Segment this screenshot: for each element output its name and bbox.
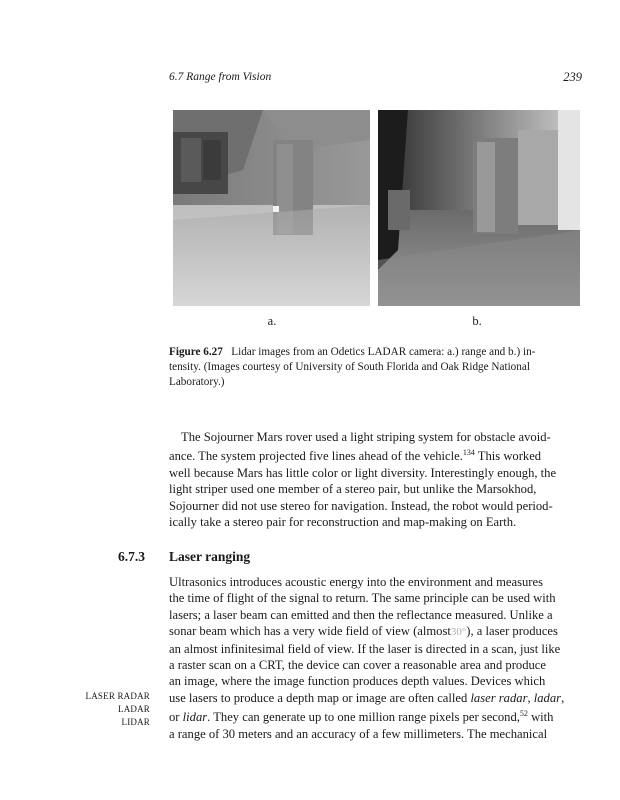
- figure-caption-text-1: Lidar images from an Odetics LADAR camera: a.) range and b.) in-: [231, 346, 536, 358]
- paragraph-line: light striper used one member of a stereo pair, but unlike the Marsokhod,: [169, 482, 537, 497]
- paragraph-line: Ultrasonics introduces acoustic energy into the environment and measures: [169, 575, 543, 589]
- paragraph-line: well because Mars has little color or light diversity. Interestingly enough, the: [169, 466, 557, 480]
- paragraph-laser-ranging: [169, 574, 582, 742]
- margin-note-lidar: LIDAR: [121, 717, 150, 727]
- running-header-section: 6.7 Range from Vision: [169, 71, 272, 83]
- paragraph-line: use lasers to produce a depth map or image are often called laser radar, ladar,: [169, 690, 565, 705]
- figure-label-b: b.: [472, 314, 482, 328]
- paragraph-line: lasers; a laser beam can emitted and then the reflectance measured. Unlike a: [169, 607, 553, 622]
- citation-ref: 134: [462, 448, 475, 458]
- term-laser-radar: laser radar: [470, 690, 528, 705]
- paragraph-line: ically take a stereo pair for reconstruction and map-making on Earth.: [169, 515, 517, 530]
- page-number: 239: [563, 70, 582, 84]
- paragraph-line: Sojourner did not use stereo for navigation. Instead, the robot would period-: [169, 498, 553, 513]
- paragraph-line: a range of 30 meters and an accuracy of a few millimeters. The mechanical: [169, 726, 548, 741]
- paragraph-line: or lidar. They can generate up to one million range pixels per second,$^{52}$ with: [169, 709, 554, 725]
- section-title: Laser ranging: [169, 549, 251, 564]
- section-number: 6.7.3: [118, 549, 145, 564]
- paragraph-line: sonar beam which has a very wide field of view (almost30°), a laser produces: [169, 624, 558, 639]
- figure-caption-text-3: Laboratory.): [169, 376, 225, 388]
- paragraph-sojourner: [169, 429, 582, 531]
- paragraph-line: ance. The system projected five lines ahead of the vehicle.$^{134}$ This worked: [169, 448, 542, 464]
- paragraph-line: a raster scan on a CRT, the device can cover a reasonable area and produce: [169, 658, 546, 673]
- angle-glyph: 30°: [450, 626, 467, 639]
- figure-image-range: [173, 110, 370, 306]
- paragraph-line: an image, where the image function produces depth values. Devices which: [169, 674, 546, 689]
- figure-label-a: a.: [267, 314, 277, 328]
- paragraph-line: The Sojourner Mars rover used a light striping system for obstacle avoid-: [181, 430, 551, 444]
- margin-note-ladar: LADAR: [118, 704, 150, 714]
- paragraph-line: an almost infinitesimal field of view. If the laser is directed in a scan, just like: [169, 641, 561, 656]
- figure-caption: [169, 345, 581, 390]
- term-lidar: lidar: [182, 710, 208, 725]
- figure-caption-text-2: tensity. (Images courtesy of University of South Florida and Oak Ridge National: [169, 361, 530, 373]
- figure-image-intensity: [378, 110, 580, 306]
- term-ladar: ladar: [533, 690, 562, 705]
- citation-ref: 52: [519, 709, 528, 719]
- paragraph-line: the time of flight of the signal to return. The same principle can be used with: [169, 591, 556, 606]
- margin-note-laser-radar: LASER RADAR: [85, 691, 150, 701]
- figure-caption-label: Figure 6.27: [169, 346, 223, 358]
